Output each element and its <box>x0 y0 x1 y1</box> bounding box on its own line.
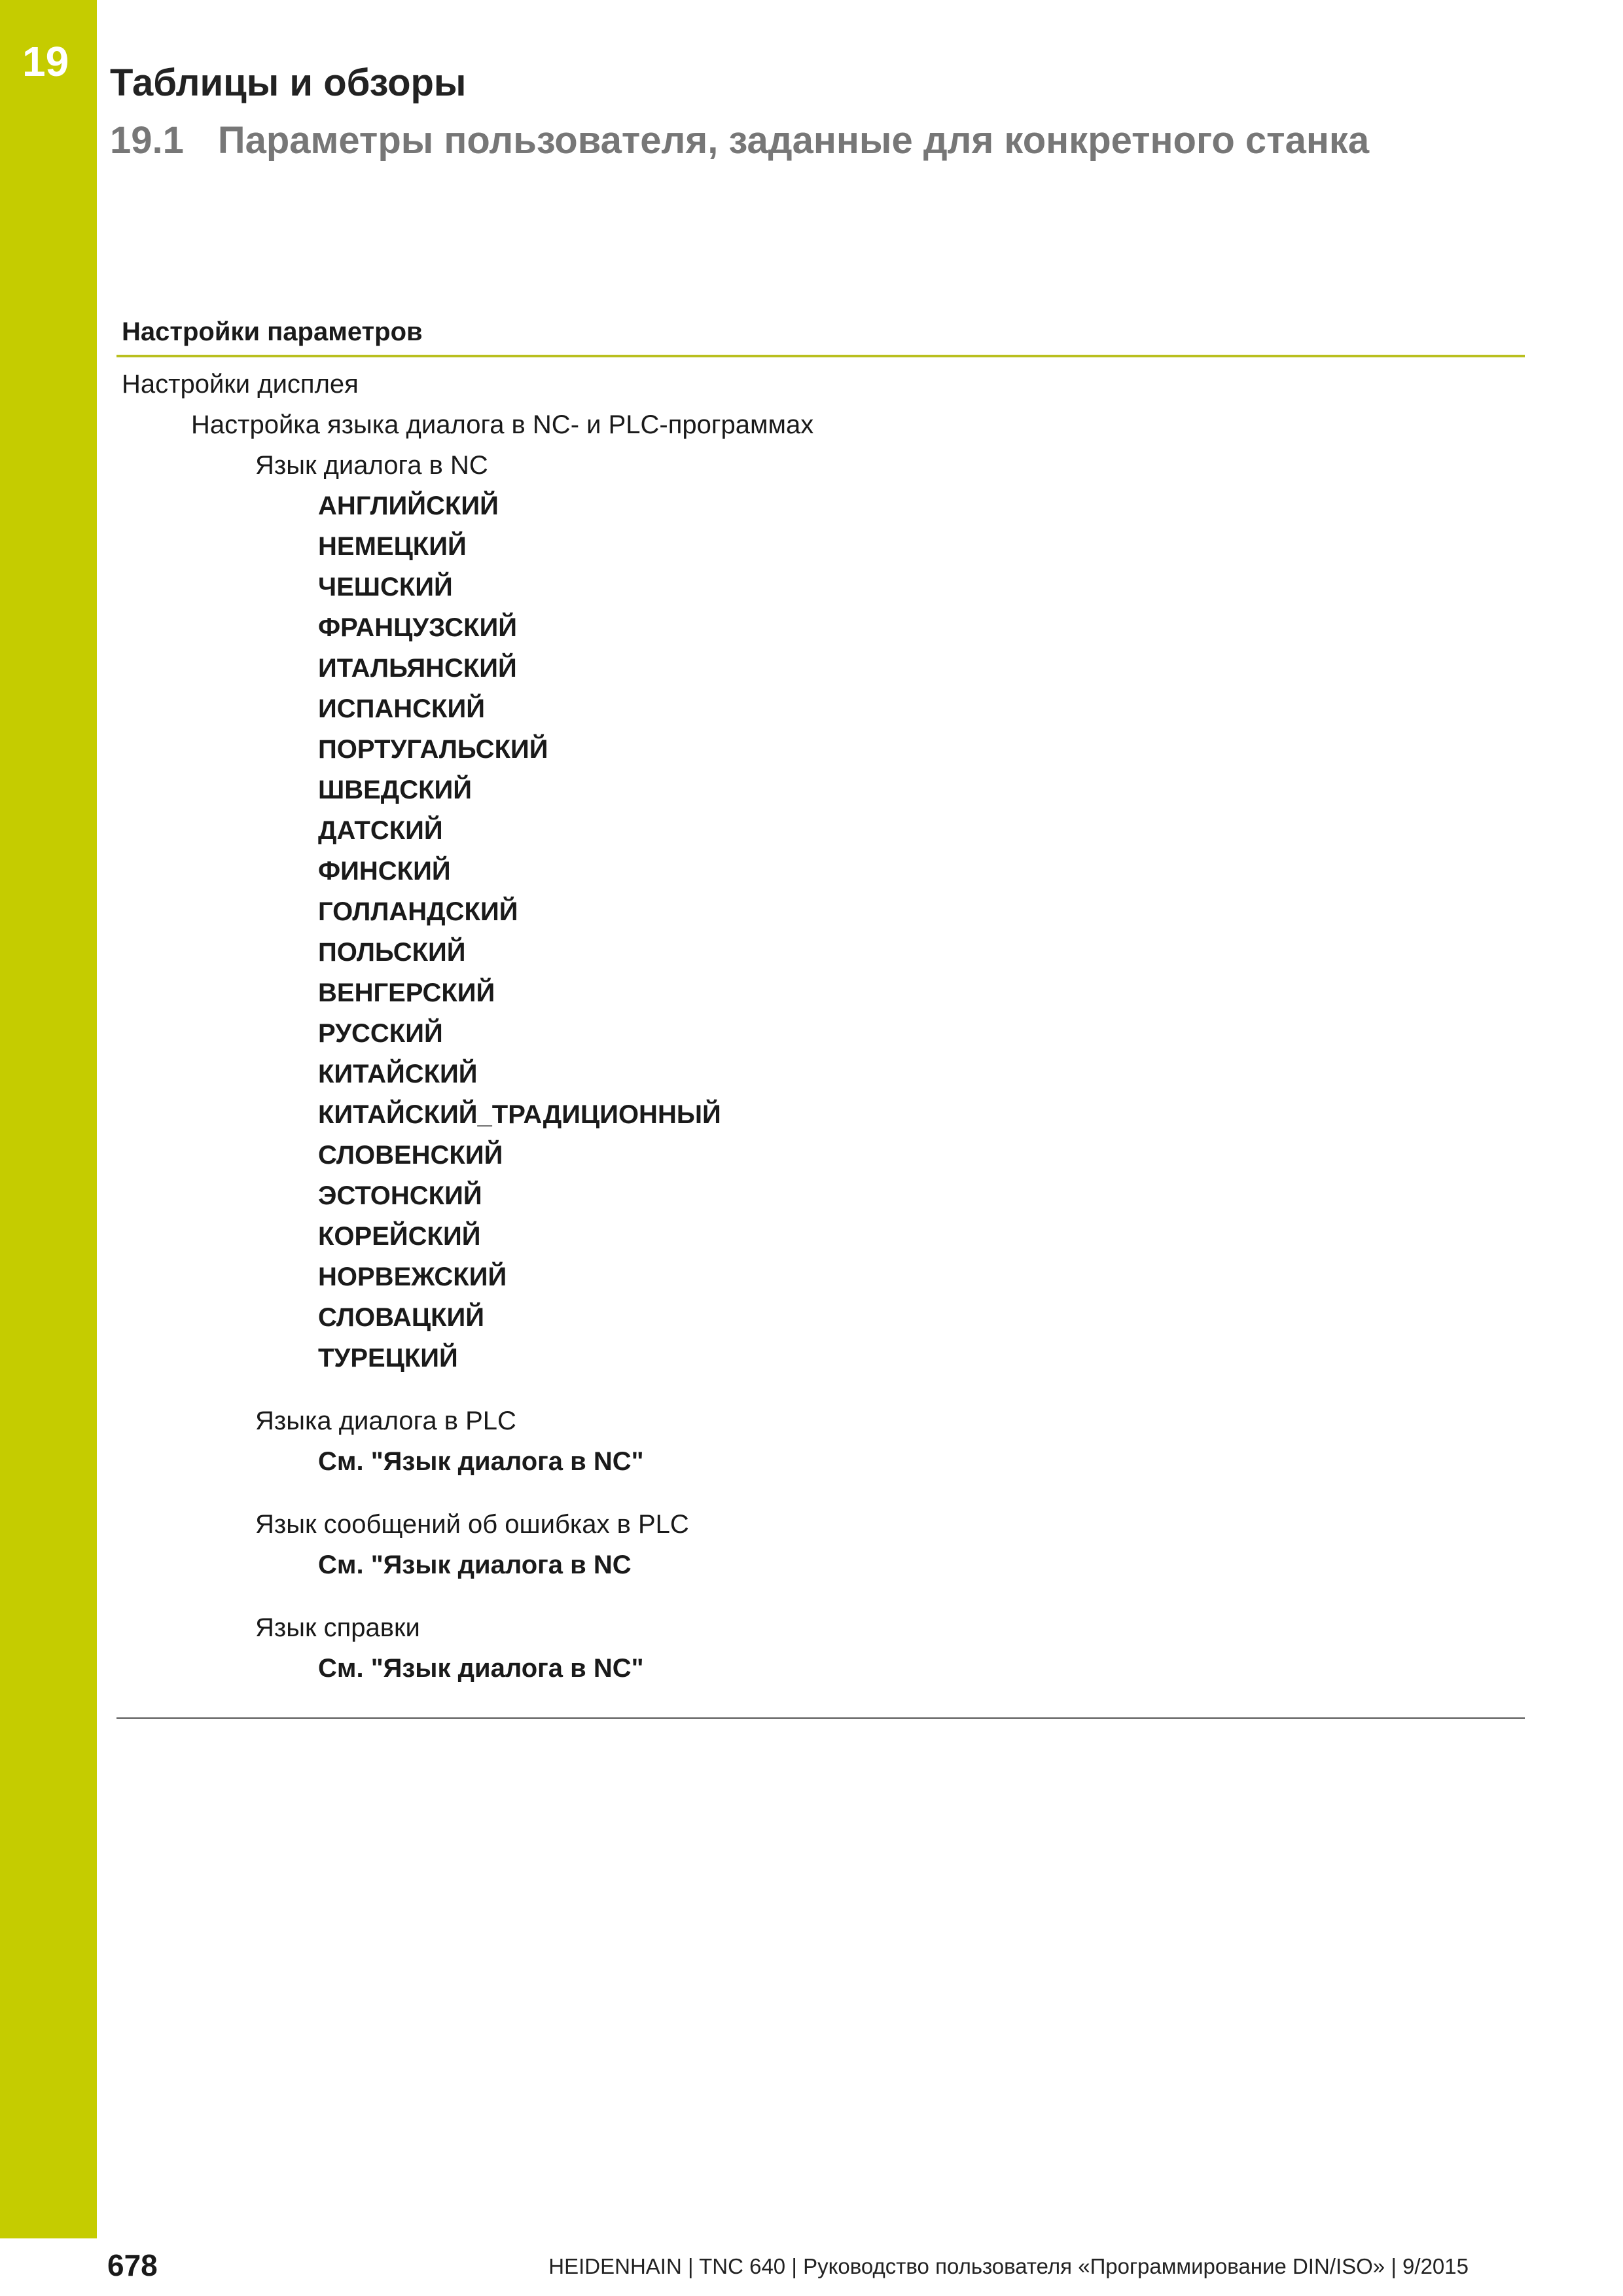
plc-error-language-label: Язык сообщений об ошибках в PLC <box>255 1510 689 1539</box>
section-number: 19.1 <box>110 119 184 162</box>
chapter-title: Таблицы и обзоры <box>110 62 467 104</box>
language-option: КИТАЙСКИЙ <box>318 1060 478 1088</box>
language-option: ЧЕШСКИЙ <box>318 573 453 601</box>
language-option: ИСПАНСКИЙ <box>318 694 485 723</box>
help-language-ref: См. "Язык диалога в NC" <box>318 1654 644 1683</box>
plc-error-language-ref: См. "Язык диалога в NC <box>318 1551 632 1579</box>
plc-language-group <box>116 1401 1525 1482</box>
table-bottom-rule <box>116 1717 1525 1719</box>
language-option: ПОРТУГАЛЬСКИЙ <box>318 735 548 764</box>
language-option: ЭСТОНСКИЙ <box>318 1181 482 1210</box>
language-option: ТУРЕЦКИЙ <box>318 1344 458 1372</box>
section-title-text: Параметры пользователя, заданные для конкретного станка <box>217 119 1370 162</box>
language-option: КОРЕЙСКИЙ <box>318 1222 481 1251</box>
chapter-number: 19 <box>22 38 69 85</box>
footer-text: HEIDENHAIN | TNC 640 | Руководство пользователя «Программирование DIN/ISO» | 9/2015 <box>548 2254 1469 2278</box>
section-title <box>110 118 1369 164</box>
language-option: НЕМЕЦКИЙ <box>318 532 467 561</box>
language-settings-label: Настройка языка диалога в NC- и PLC-программах <box>191 410 814 439</box>
language-option: ИТАЛЬЯНСКИЙ <box>318 654 517 683</box>
help-language-group <box>116 1607 1525 1689</box>
page-number: 678 <box>107 2248 158 2282</box>
plc-error-language-group <box>116 1504 1525 1585</box>
language-option: РУССКИЙ <box>318 1019 443 1048</box>
language-option: АНГЛИЙСКИЙ <box>318 492 499 520</box>
language-option: ВЕНГЕРСКИЙ <box>318 978 495 1007</box>
plc-language-ref: См. "Язык диалога в NC" <box>318 1447 644 1476</box>
language-option: КИТАЙСКИЙ_ТРАДИЦИОННЫЙ <box>318 1100 721 1129</box>
table-heading: Настройки параметров <box>116 308 1525 357</box>
plc-language-label: Языка диалога в PLC <box>255 1407 516 1435</box>
chapter-side-bar <box>0 0 97 2238</box>
language-option: ФРАНЦУЗСКИЙ <box>318 613 518 642</box>
language-option: ДАТСКИЙ <box>318 816 443 845</box>
language-list <box>116 486 1525 1378</box>
language-option: ПОЛЬСКИЙ <box>318 938 466 967</box>
language-option: ШВЕДСКИЙ <box>318 776 473 804</box>
help-language-label: Язык справки <box>255 1613 420 1642</box>
nc-language-label: Язык диалога в NC <box>255 451 488 480</box>
parameter-table <box>116 308 1525 1719</box>
language-option: НОРВЕЖСКИЙ <box>318 1263 507 1291</box>
display-settings-label: Настройки дисплея <box>122 370 359 399</box>
language-option: СЛОВАЦКИЙ <box>318 1303 484 1332</box>
language-option: ГОЛЛАНДСКИЙ <box>318 897 518 926</box>
language-option: СЛОВЕНСКИЙ <box>318 1141 503 1170</box>
language-option: ФИНСКИЙ <box>318 857 451 886</box>
